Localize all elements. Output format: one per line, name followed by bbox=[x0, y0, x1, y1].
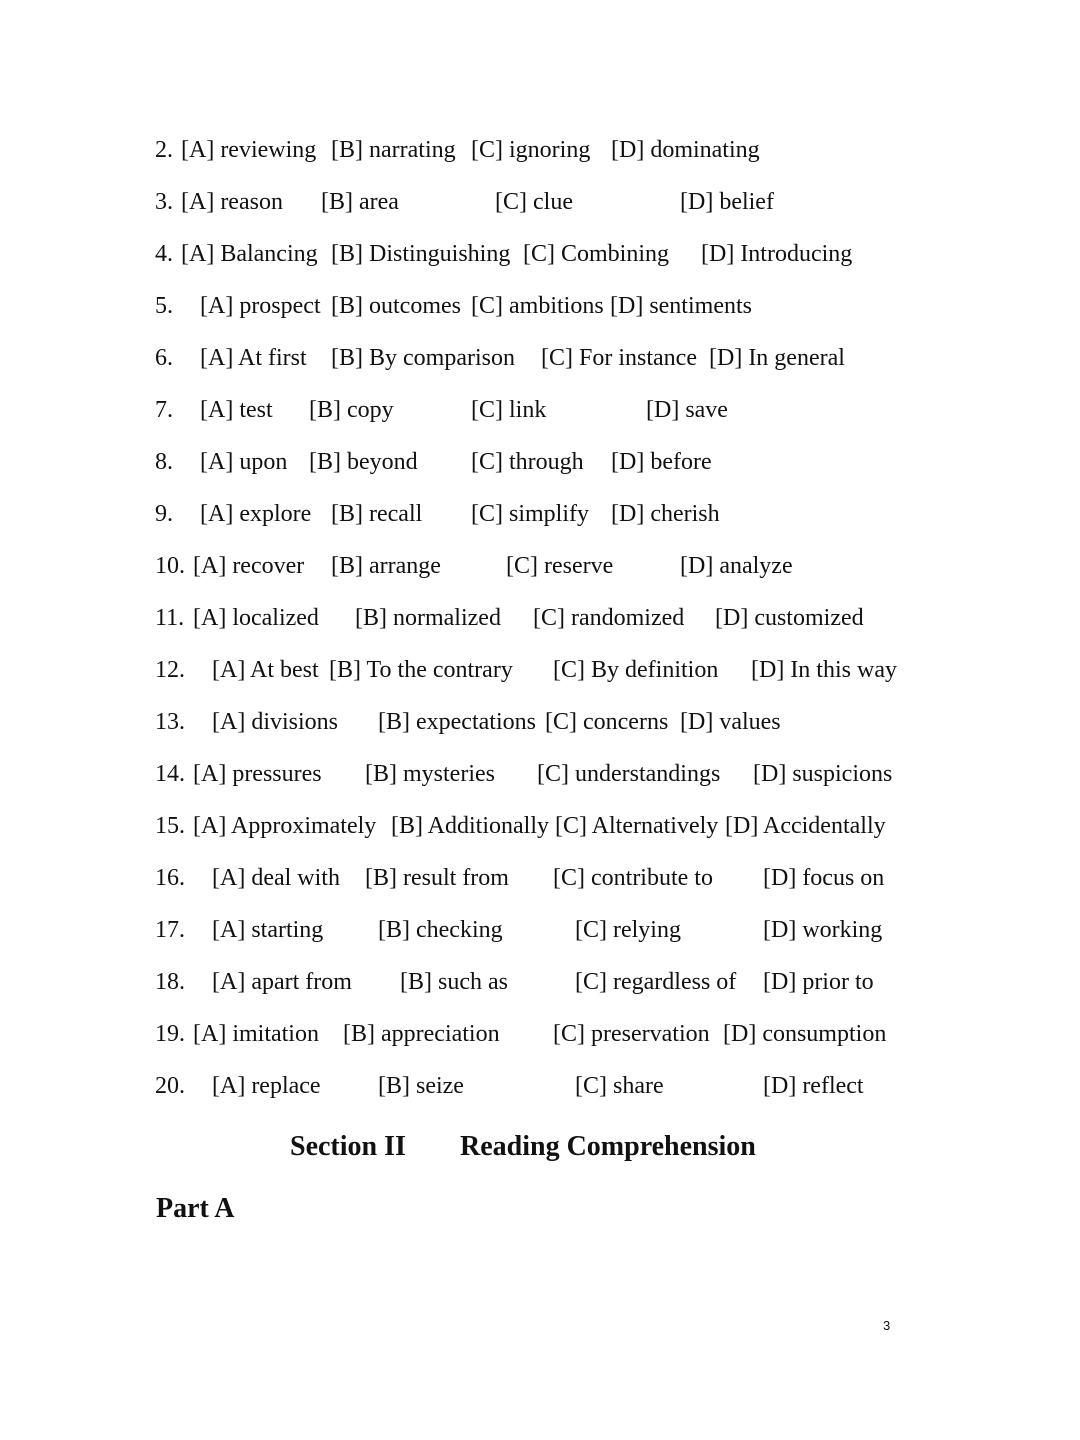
option-a: [A] recover bbox=[193, 553, 305, 579]
question-number: 15. bbox=[155, 813, 185, 839]
option-b: [B] outcomes bbox=[331, 293, 461, 319]
option-b: [B] seize bbox=[378, 1073, 464, 1099]
section-title: Reading Comprehension bbox=[460, 1131, 756, 1162]
option-a: [A] deal with bbox=[212, 865, 340, 891]
option-c: [C] reserve bbox=[506, 553, 614, 579]
option-a: [A] reviewing bbox=[181, 137, 317, 163]
question-number: 4. bbox=[155, 241, 173, 267]
option-d: [D] consumption bbox=[723, 1021, 887, 1047]
option-b: [B] copy bbox=[309, 397, 394, 423]
option-a: [A] Approximately bbox=[193, 813, 377, 839]
option-c: [C] Combining bbox=[523, 241, 670, 267]
option-b: [B] arrange bbox=[331, 553, 441, 579]
question-number: 17. bbox=[155, 917, 185, 943]
option-d: [D] working bbox=[763, 917, 883, 943]
option-c: [C] share bbox=[575, 1073, 664, 1099]
option-d: [D] focus on bbox=[763, 865, 885, 891]
option-c: [C] preservation bbox=[553, 1021, 710, 1047]
option-d: [D] Introducing bbox=[701, 241, 853, 267]
question-number: 13. bbox=[155, 709, 185, 735]
option-b: [B] mysteries bbox=[365, 761, 495, 787]
option-d: [D] save bbox=[646, 397, 728, 423]
option-d: [D] dominating bbox=[611, 137, 760, 163]
option-d: [D] prior to bbox=[763, 969, 874, 995]
option-b: [B] expectations bbox=[378, 709, 536, 735]
option-b: [B] result from bbox=[365, 865, 509, 891]
option-a: [A] replace bbox=[212, 1073, 321, 1099]
option-d: [D] values bbox=[680, 709, 781, 735]
option-a: [A] divisions bbox=[212, 709, 338, 735]
option-d: [D] customized bbox=[715, 605, 864, 631]
option-c: [C] For instance bbox=[541, 345, 697, 371]
option-c: [C] clue bbox=[495, 189, 573, 215]
part-heading: Part A bbox=[156, 1193, 235, 1224]
option-c: [C] Alternatively bbox=[555, 813, 719, 839]
option-a: [A] localized bbox=[193, 605, 319, 631]
option-d: [D] reflect bbox=[763, 1073, 864, 1099]
option-c: [C] By definition bbox=[553, 657, 719, 683]
question-number: 16. bbox=[155, 865, 185, 891]
option-d: [D] cherish bbox=[611, 501, 720, 527]
option-a: [A] starting bbox=[212, 917, 324, 943]
option-a: [A] apart from bbox=[212, 969, 352, 995]
question-number: 2. bbox=[155, 137, 173, 163]
option-a: [A] pressures bbox=[193, 761, 322, 787]
question-number: 3. bbox=[155, 189, 173, 215]
question-number: 11. bbox=[155, 605, 185, 631]
option-c: [C] ambitions bbox=[471, 293, 604, 319]
option-d: [D] In this way bbox=[751, 657, 897, 683]
option-d: [D] before bbox=[611, 449, 712, 475]
option-a: [A] test bbox=[200, 397, 273, 423]
option-b: [B] Distinguishing bbox=[331, 241, 511, 267]
option-b: [B] checking bbox=[378, 917, 503, 943]
option-d: [D] Accidentally bbox=[725, 813, 886, 839]
option-d: [D] sentiments bbox=[610, 293, 752, 319]
option-b: [B] such as bbox=[400, 969, 508, 995]
question-number: 6. bbox=[155, 345, 173, 371]
section-label: Section II bbox=[290, 1131, 406, 1162]
question-number: 19. bbox=[155, 1021, 185, 1047]
option-c: [C] through bbox=[471, 449, 584, 475]
option-b: [B] normalized bbox=[355, 605, 501, 631]
option-b: [B] area bbox=[321, 189, 399, 215]
question-number: 7. bbox=[155, 397, 173, 423]
option-a: [A] At first bbox=[200, 345, 307, 371]
option-c: [C] understandings bbox=[537, 761, 721, 787]
option-d: [D] suspicions bbox=[753, 761, 893, 787]
option-c: [C] randomized bbox=[533, 605, 685, 631]
option-b: [B] recall bbox=[331, 501, 423, 527]
question-number: 5. bbox=[155, 293, 173, 319]
option-b: [B] appreciation bbox=[343, 1021, 500, 1047]
question-number: 10. bbox=[155, 553, 185, 579]
option-d: [D] analyze bbox=[680, 553, 793, 579]
option-c: [C] simplify bbox=[471, 501, 589, 527]
option-a: [A] explore bbox=[200, 501, 312, 527]
option-a: [A] imitation bbox=[193, 1021, 319, 1047]
option-a: [A] reason bbox=[181, 189, 283, 215]
option-c: [C] regardless of bbox=[575, 969, 737, 995]
option-c: [C] concerns bbox=[545, 709, 669, 735]
question-number: 9. bbox=[155, 501, 173, 527]
option-c: [C] contribute to bbox=[553, 865, 713, 891]
question-number: 12. bbox=[155, 657, 185, 683]
option-a: [A] Balancing bbox=[181, 241, 318, 267]
question-number: 20. bbox=[155, 1073, 185, 1099]
option-a: [A] upon bbox=[200, 449, 288, 475]
option-c: [C] ignoring bbox=[471, 137, 591, 163]
option-b: [B] To the contrary bbox=[329, 657, 513, 683]
question-number: 18. bbox=[155, 969, 185, 995]
option-b: [B] beyond bbox=[309, 449, 418, 475]
option-c: [C] relying bbox=[575, 917, 681, 943]
option-b: [B] narrating bbox=[331, 137, 456, 163]
question-number: 8. bbox=[155, 449, 173, 475]
option-a: [A] At best bbox=[212, 657, 319, 683]
question-number: 14. bbox=[155, 761, 185, 787]
page-number: 3 bbox=[883, 1318, 891, 1333]
option-d: [D] In general bbox=[709, 345, 845, 371]
option-b: [B] By comparison bbox=[331, 345, 515, 371]
option-b: [B] Additionally bbox=[391, 813, 549, 839]
option-c: [C] link bbox=[471, 397, 547, 423]
option-a: [A] prospect bbox=[200, 293, 321, 319]
option-d: [D] belief bbox=[680, 189, 774, 215]
